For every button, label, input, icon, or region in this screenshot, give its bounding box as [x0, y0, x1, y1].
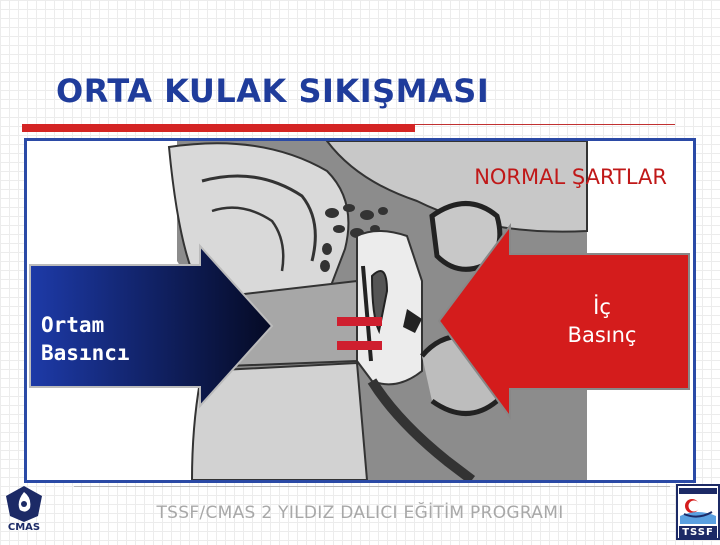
cmas-logo-text: CMAS	[7, 522, 41, 533]
ambient-pressure-label	[41, 311, 130, 367]
ambient-pressure-line1: Ortam	[41, 313, 105, 337]
title-underline-bar	[22, 124, 415, 132]
cmas-emblem-icon	[2, 484, 46, 524]
cmas-logo	[2, 484, 46, 538]
internal-pressure-line2: Basınç	[567, 323, 637, 347]
title-underline-line	[415, 124, 675, 125]
ambient-pressure-line2: Basıncı	[41, 341, 130, 365]
condition-label: NORMAL ŞARTLAR	[474, 165, 667, 189]
ear-diagram-frame	[24, 138, 696, 483]
internal-pressure-label	[537, 293, 667, 349]
slide-title: ORTA KULAK SIKIŞMASI	[56, 72, 490, 110]
tssf-logo	[676, 484, 720, 540]
footer-divider	[74, 486, 670, 487]
internal-pressure-line1: İç	[593, 295, 611, 319]
tssf-logo-text: TSSF	[682, 527, 714, 538]
footer-text: TSSF/CMAS 2 YILDIZ DALICI EĞİTİM PROGRAMI	[156, 503, 564, 523]
